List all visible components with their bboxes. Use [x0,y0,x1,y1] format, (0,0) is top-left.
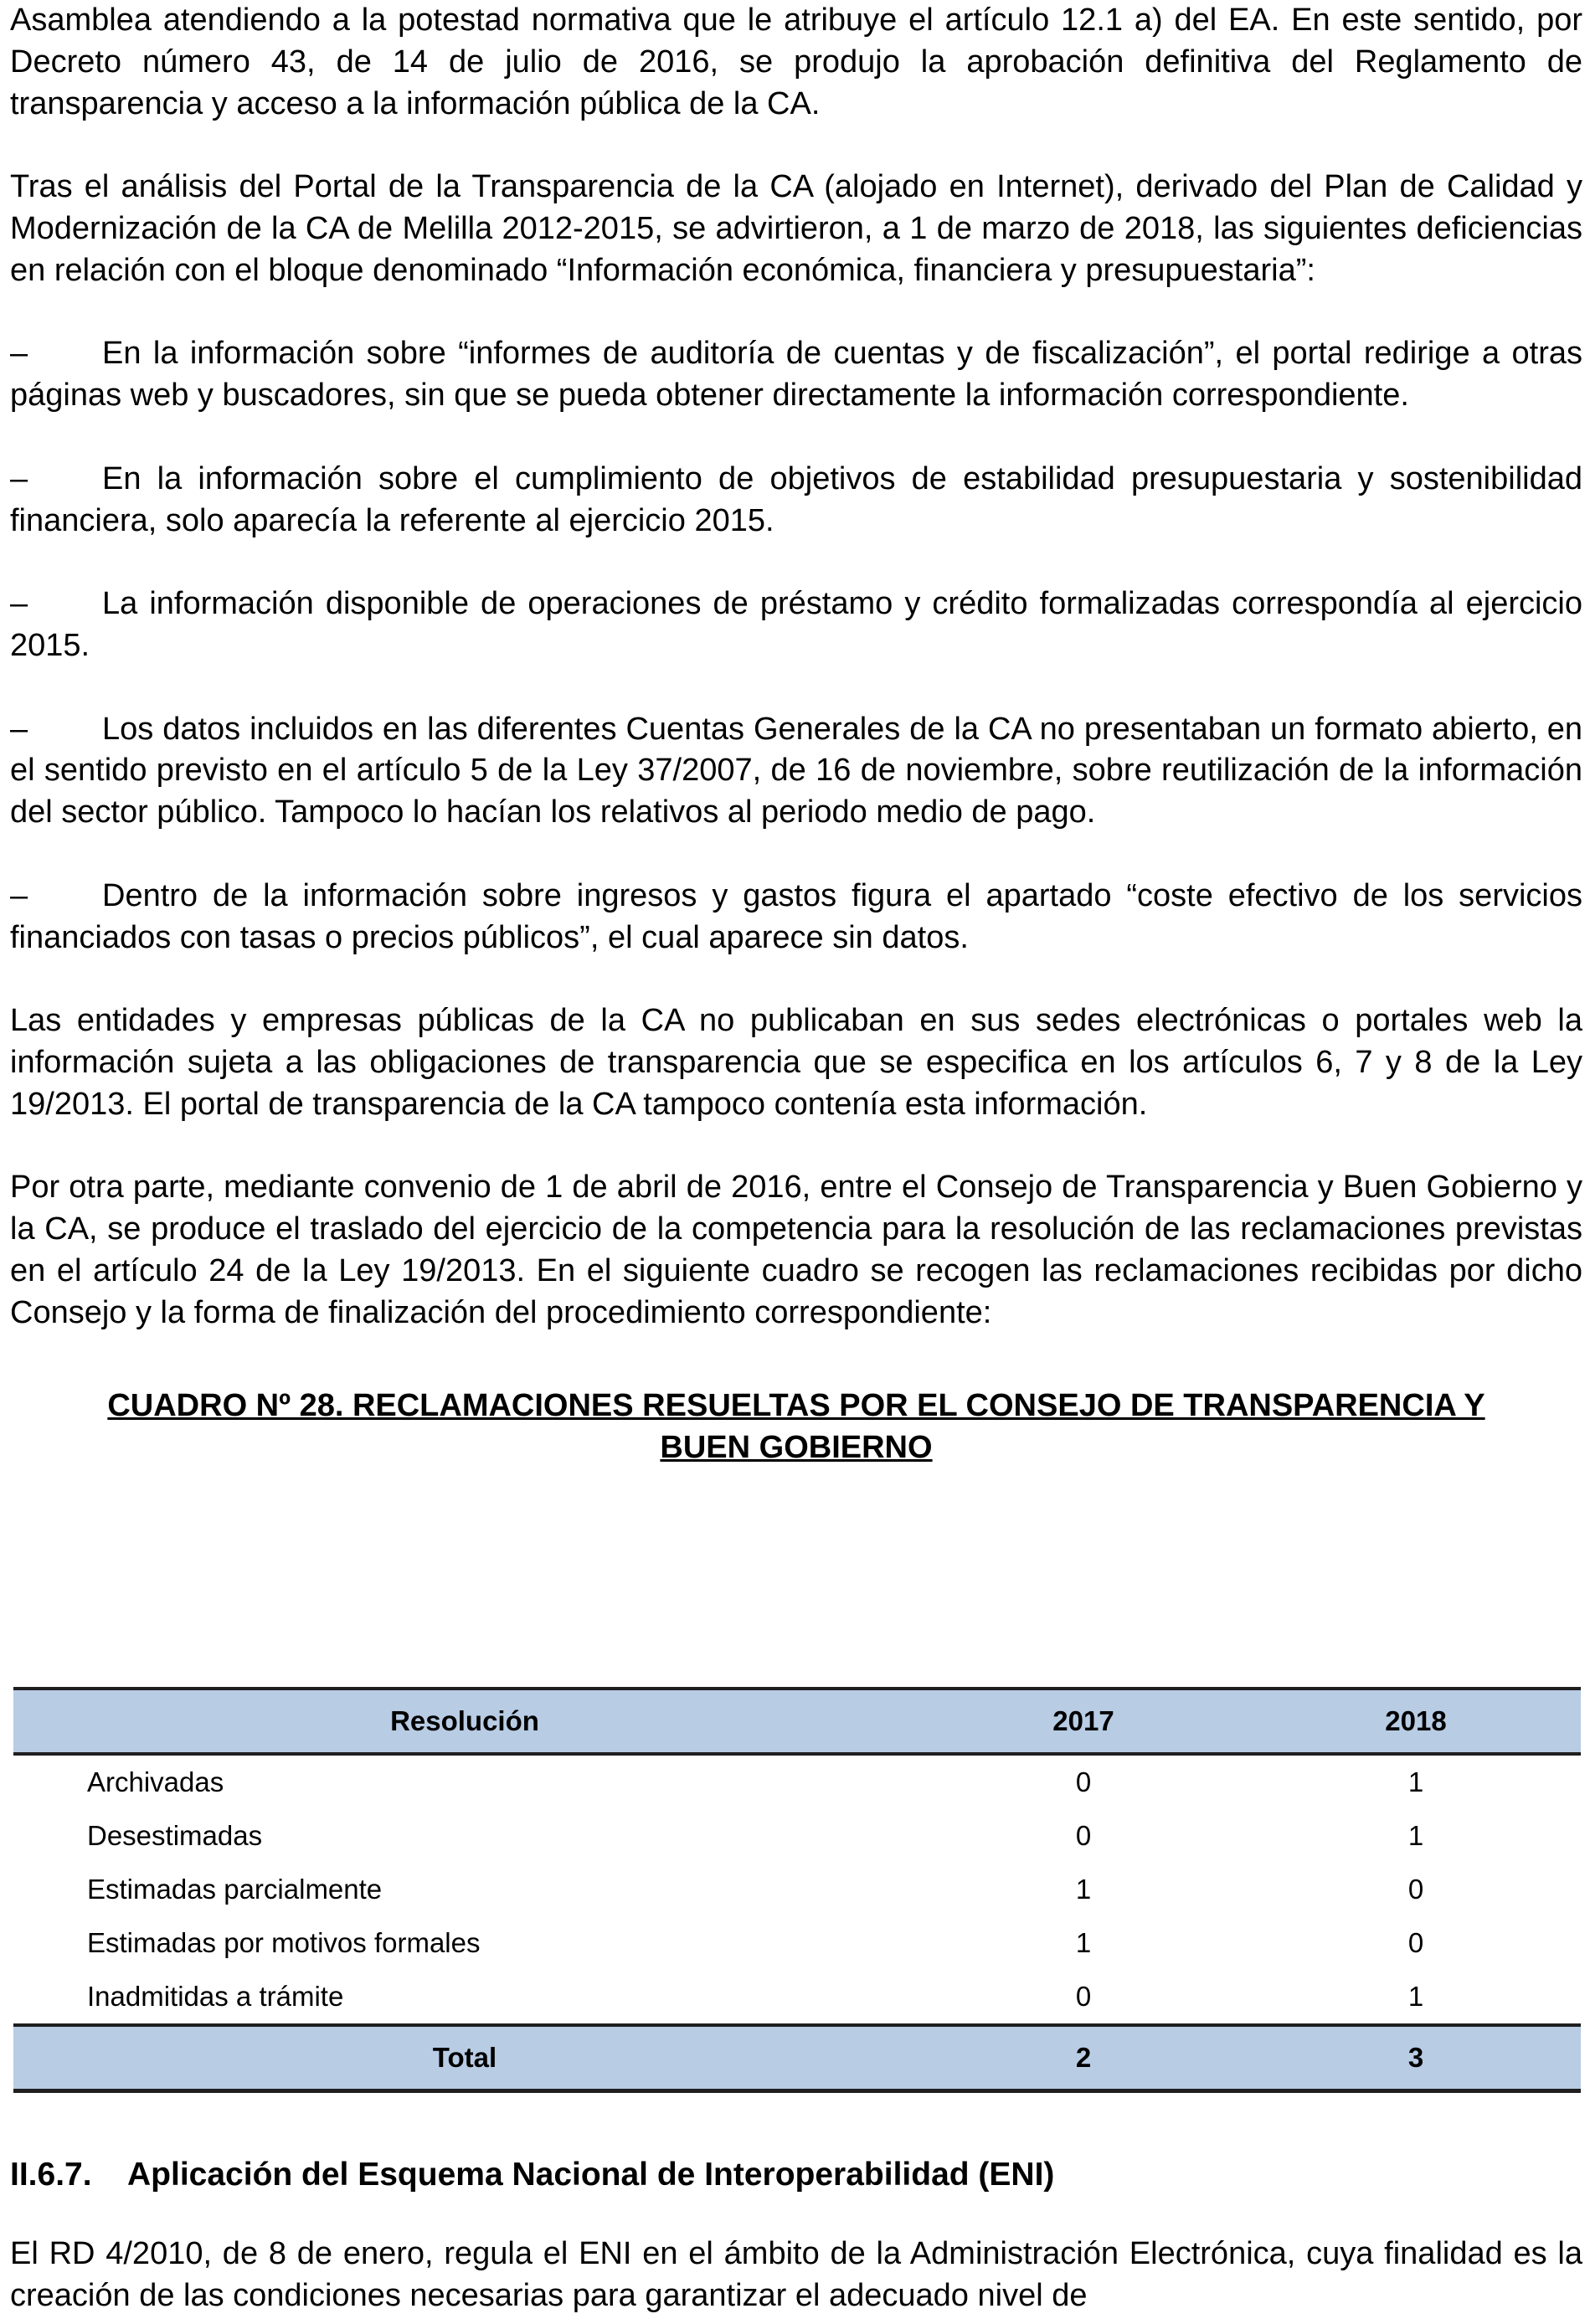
cell-resolucion: Estimadas por motivos formales [87,1927,481,1958]
bullet-text: La información disponible de operaciones de préstamo y crédito formalizadas correspondía al ejercicio 2015. [10,586,1582,663]
dash-marker: – [10,336,28,372]
bullet-text: Dentro de la información sobre ingresos y gastos figura el apartado “coste efectivo de los servicios financiados con tasas o precios públicos”, el cual aparece sin datos. [10,877,1582,955]
header-resolucion: Resolución [13,1689,916,1754]
dash-marker: – [10,711,28,747]
bullet-item [10,333,1582,417]
table-caption-line2: BUEN GOBIERNO [660,1429,933,1465]
cell-2017: 1 [1075,1927,1092,1958]
cell-total-label: Total [13,2025,916,2091]
paragraph-reglamento: Asamblea atendiendo a la potestad normativa que le atribuye el artículo 12.1 a) del EA. En este sentido, por Decreto número 43, de 14 de julio de 2016, se produjo la aprobación definitiva del Reglamento de transparencia y acceso a la información pública de la CA. [10,3,1582,121]
section-heading [10,2154,1054,2196]
header-2017: 2017 [916,1689,1251,1754]
table-row [13,1916,1581,1970]
bullet-item [10,709,1582,834]
paragraph-entidades: Las entidades y empresas públicas de la CA no publicaban en sus sedes electrónicas o portales web la información sujeta a las obligaciones de transparencia que se especifica en los artículos 6, 7 y 8 de la Ley 19/2013. El portal de transparencia de la CA tampoco contenía esta información. [10,1003,1582,1122]
bullet-text: En la información sobre el cumplimiento de objetivos de estabilidad presupuestaria y sostenibilidad financiera, solo aparecía la referente al ejercicio 2015. [10,460,1582,538]
dash-marker: – [10,586,28,622]
header-2018: 2018 [1251,1689,1581,1754]
cell-2018: 0 [1407,1927,1424,1958]
section-title: Aplicación del Esquema Nacional de Interoperabilidad (ENI) [127,2157,1055,2193]
paragraph-eni: El RD 4/2010, de 8 de enero, regula el ENI en el ámbito de la Administración Electrónica, cuya finalidad es la creación de las condiciones necesarias para garantizar el adecuado nivel de [10,2236,1582,2313]
paragraph-portal-analysis: Tras el análisis del Portal de la Transparencia de la CA (alojado en Internet), derivado del Plan de Calidad y Modernización de la CA de Melilla 2012-2015, se advirtieron, a 1 de marzo de 2018, las siguientes deficiencias en relación con el bloque denominado “Información económica, financiera y presupuestaria”: [10,169,1582,288]
table-row [13,1754,1581,1809]
bullet-item [10,459,1582,542]
table-row [13,1970,1581,2025]
table-caption-line1: CUADRO Nº 28. RECLAMACIONES RESUELTAS POR EL CONSEJO DE TRANSPARENCIA Y [107,1387,1485,1423]
cell-total-2018: 3 [1251,2025,1581,2091]
cell-2017: 0 [1075,1820,1092,1851]
bullet-text: Los datos incluidos en las diferentes Cuentas Generales de la CA no presentaban un formato abierto, en el sentido previsto en el artículo 5 de la Ley 37/2007, de 16 de noviembre, sobre reutilización de la información del sector público. Tampoco lo hacían los relativos al periodo medio de pago. [10,711,1582,830]
table-total-row [13,2025,1581,2091]
bullet-text: En la información sobre “informes de auditoría de cuentas y de fiscalización”, el portal redirige a otras páginas web y buscadores, sin que se pueda obtener directamente la información correspondiente. [10,336,1582,414]
paragraph-convenio: Por otra parte, mediante convenio de 1 de abril de 2016, entre el Consejo de Transparencia y Buen Gobierno y la CA, se produce el traslado del ejercicio de la competencia para la resolución de las reclamaciones previstas en el artículo 24 de la Ley 19/2013. En el siguiente cuadro se recogen las reclamaciones recibidas por dicho Consejo y la forma de finalización del procedimiento correspondiente: [10,1170,1582,1330]
final-paragraph-container [10,2234,1582,2317]
table-row [13,1863,1581,1916]
cell-2018: 1 [1407,1981,1424,2012]
cell-resolucion: Inadmitidas a trámite [87,1981,344,2012]
cell-2017: 1 [1075,1874,1092,1905]
dash-marker: – [10,877,28,913]
cell-resolucion: Desestimadas [87,1820,263,1851]
cell-2017: 0 [1075,1981,1092,2012]
dash-marker: – [10,460,28,496]
table-row [13,1809,1581,1863]
bullet-item [10,584,1582,667]
cell-resolucion: Archivadas [87,1766,224,1797]
cell-2018: 0 [1407,1874,1424,1905]
cell-2018: 1 [1407,1766,1424,1797]
cell-total-2017: 2 [916,2025,1251,2091]
reclamaciones-table [13,1687,1581,2093]
table-header-row [13,1689,1581,1754]
section-number: II.6.7. [10,2157,92,2193]
bullet-item [10,876,1582,959]
document-body [10,0,1582,1468]
cell-2017: 0 [1075,1766,1092,1797]
cell-resolucion: Estimadas parcialmente [87,1874,383,1905]
cell-2018: 1 [1407,1820,1424,1851]
